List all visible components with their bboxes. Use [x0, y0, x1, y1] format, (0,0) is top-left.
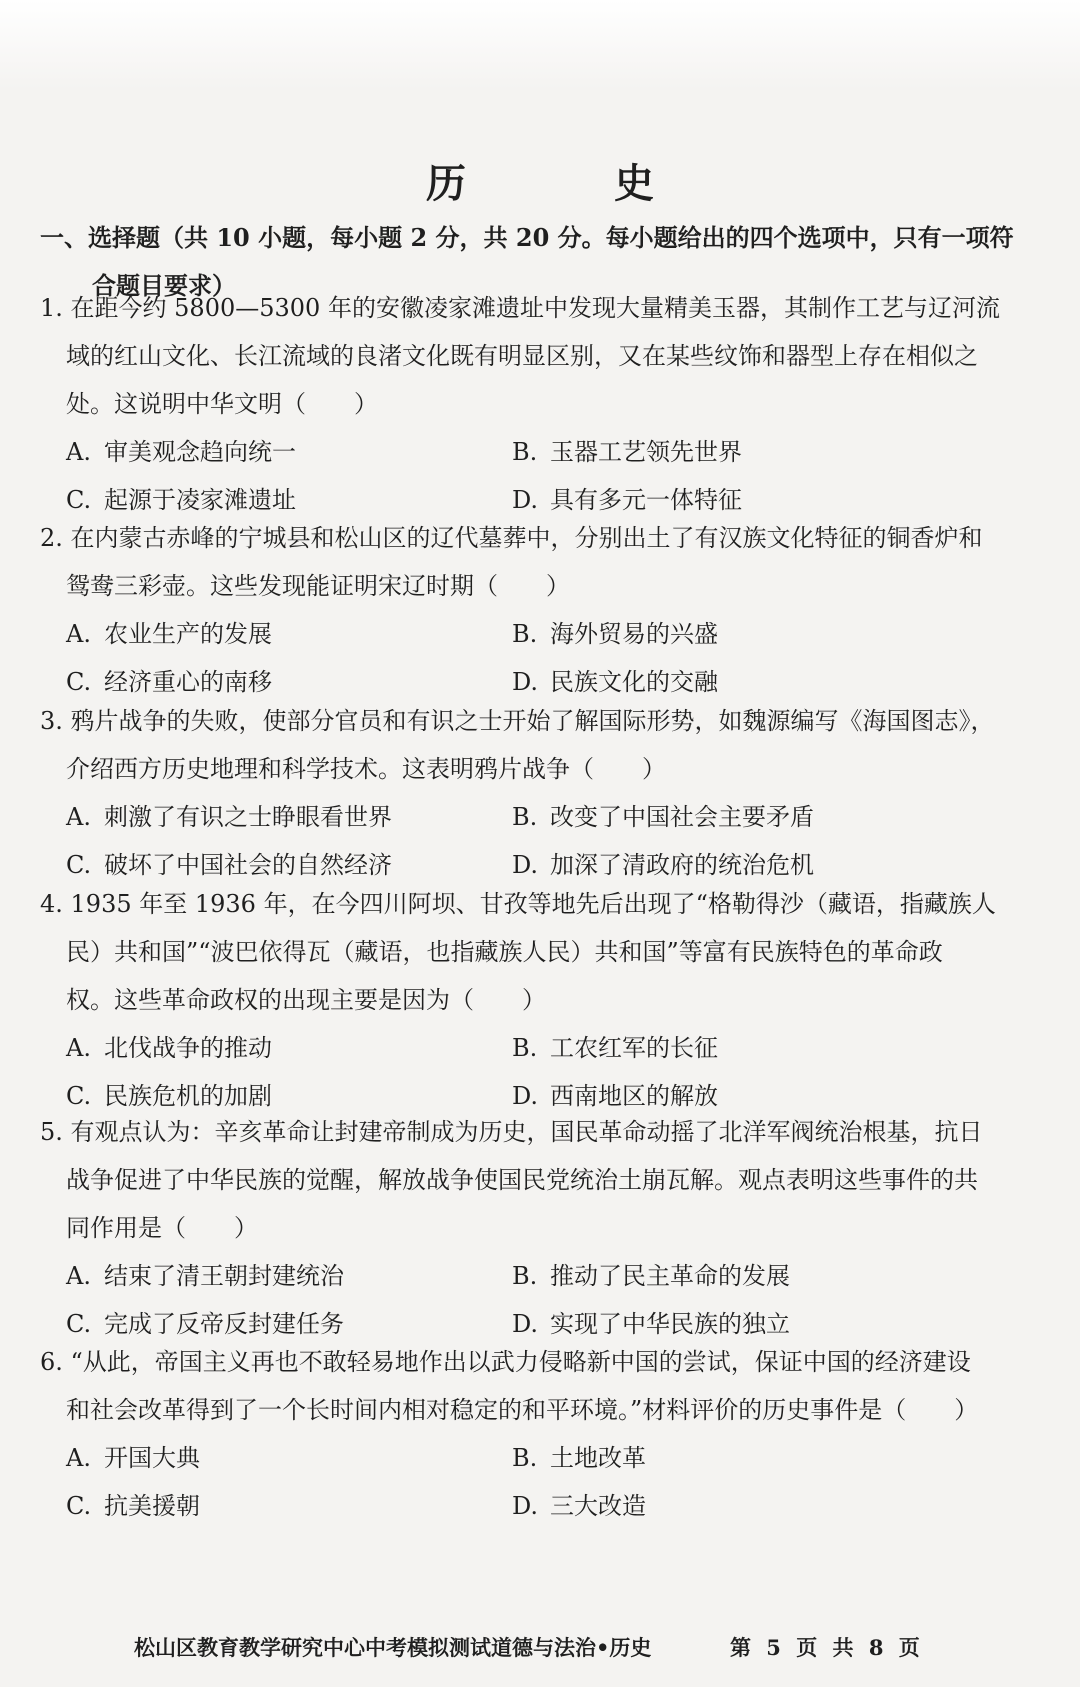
- question-stem-line: 域的红山文化、长江流域的良渚文化既有明显区别，又在某些纹饰和器型上存在相似之: [66, 342, 978, 370]
- option-c[interactable]: C. 起源于凌家滩遗址: [66, 486, 296, 514]
- question-stem-line: 战争促进了中华民族的觉醒，解放战争使国民党统治土崩瓦解。观点表明这些事件的共: [66, 1166, 978, 1194]
- option-d[interactable]: D. 西南地区的解放: [512, 1082, 718, 1110]
- section-heading-line-1: 一、选择题（共 10 小题，每小题 2 分，共 20 分。每小题给出的四个选项中，只有一项符: [40, 223, 1014, 252]
- option-a[interactable]: A. 农业生产的发展: [66, 620, 272, 648]
- option-b[interactable]: B. 工农红军的长征: [512, 1034, 718, 1062]
- question-stem-line: 介绍西方历史地理和科学技术。这表明鸦片战争（ ）: [66, 755, 666, 783]
- question-stem-line: 鸳鸯三彩壶。这些发现能证明宋辽时期（ ）: [66, 572, 570, 600]
- section-heading-line-2: 合题目要求）: [92, 271, 236, 300]
- question-stem-line: 2. 在内蒙古赤峰的宁城县和松山区的辽代墓葬中，分别出土了有汉族文化特征的铜香炉和: [40, 524, 983, 552]
- question-1: [40, 284, 1040, 524]
- question-stem-line: 6. “从此，帝国主义再也不敢轻易地作出以武力侵略新中国的尝试，保证中国的经济建设: [40, 1348, 971, 1376]
- question-6: [40, 1338, 1040, 1530]
- option-c[interactable]: C. 经济重心的南移: [66, 668, 272, 696]
- option-d[interactable]: D. 民族文化的交融: [512, 668, 718, 696]
- option-b[interactable]: B. 推动了民主革命的发展: [512, 1262, 790, 1290]
- question-stem-line: 民）共和国”“波巴依得瓦（藏语，也指藏族人民）共和国”等富有民族特色的革命政: [66, 938, 943, 966]
- question-4: [40, 880, 1040, 1120]
- option-b[interactable]: B. 海外贸易的兴盛: [512, 620, 718, 648]
- option-a[interactable]: A. 北伐战争的推动: [66, 1034, 272, 1062]
- option-d[interactable]: D. 实现了中华民族的独立: [512, 1310, 790, 1338]
- question-5: [40, 1108, 1040, 1348]
- question-stem-line: 4. 1935 年至 1936 年，在今四川阿坝、甘孜等地先后出现了“格勒得沙（藏语，指藏族人: [40, 890, 996, 918]
- question-stem-line: 和社会改革得到了一个长时间内相对稳定的和平环境。”材料评价的历史事件是（ ）: [66, 1396, 979, 1424]
- footer-exam-name: 松山区教育教学研究中心中考模拟测试道德与法治•历史: [134, 1635, 652, 1660]
- option-a[interactable]: A. 刺激了有识之士睁眼看世界: [66, 803, 392, 831]
- option-b[interactable]: B. 土地改革: [512, 1444, 646, 1472]
- question-stem-line: 权。这些革命政权的出现主要是因为（ ）: [66, 986, 546, 1014]
- top-shade: [0, 0, 1080, 90]
- option-c[interactable]: C. 完成了反帝反封建任务: [66, 1310, 344, 1338]
- option-c[interactable]: C. 民族危机的加剧: [66, 1082, 272, 1110]
- question-2: [40, 514, 1040, 706]
- option-c[interactable]: C. 破坏了中国社会的自然经济: [66, 851, 392, 879]
- option-d[interactable]: D. 具有多元一体特征: [512, 486, 742, 514]
- question-stem-line: 1. 在距今约 5800—5300 年的安徽凌家滩遗址中发现大量精美玉器，其制作工艺与辽河流: [40, 294, 1000, 322]
- option-a[interactable]: A. 开国大典: [66, 1444, 200, 1472]
- question-stem-line: 处。这说明中华文明（ ）: [66, 390, 378, 418]
- option-c[interactable]: C. 抗美援朝: [66, 1492, 200, 1520]
- option-a[interactable]: A. 审美观念趋向统一: [66, 438, 296, 466]
- option-d[interactable]: D. 三大改造: [512, 1492, 646, 1520]
- option-b[interactable]: B. 改变了中国社会主要矛盾: [512, 803, 814, 831]
- option-b[interactable]: B. 玉器工艺领先世界: [512, 438, 742, 466]
- question-stem-line: 5. 有观点认为：辛亥革命让封建帝制成为历史，国民革命动摇了北洋军阀统治根基，抗日: [40, 1118, 983, 1146]
- page-title: 历 史: [426, 160, 708, 207]
- option-a[interactable]: A. 结束了清王朝封建统治: [66, 1262, 344, 1290]
- footer-page-number: 第 5 页 共 8 页: [730, 1635, 924, 1660]
- question-stem-line: 同作用是（ ）: [66, 1214, 258, 1242]
- question-3: [40, 697, 1040, 889]
- question-stem-line: 3. 鸦片战争的失败，使部分官员和有识之士开始了解国际形势，如魏源编写《海国图志》，: [40, 707, 995, 735]
- option-d[interactable]: D. 加深了清政府的统治危机: [512, 851, 814, 879]
